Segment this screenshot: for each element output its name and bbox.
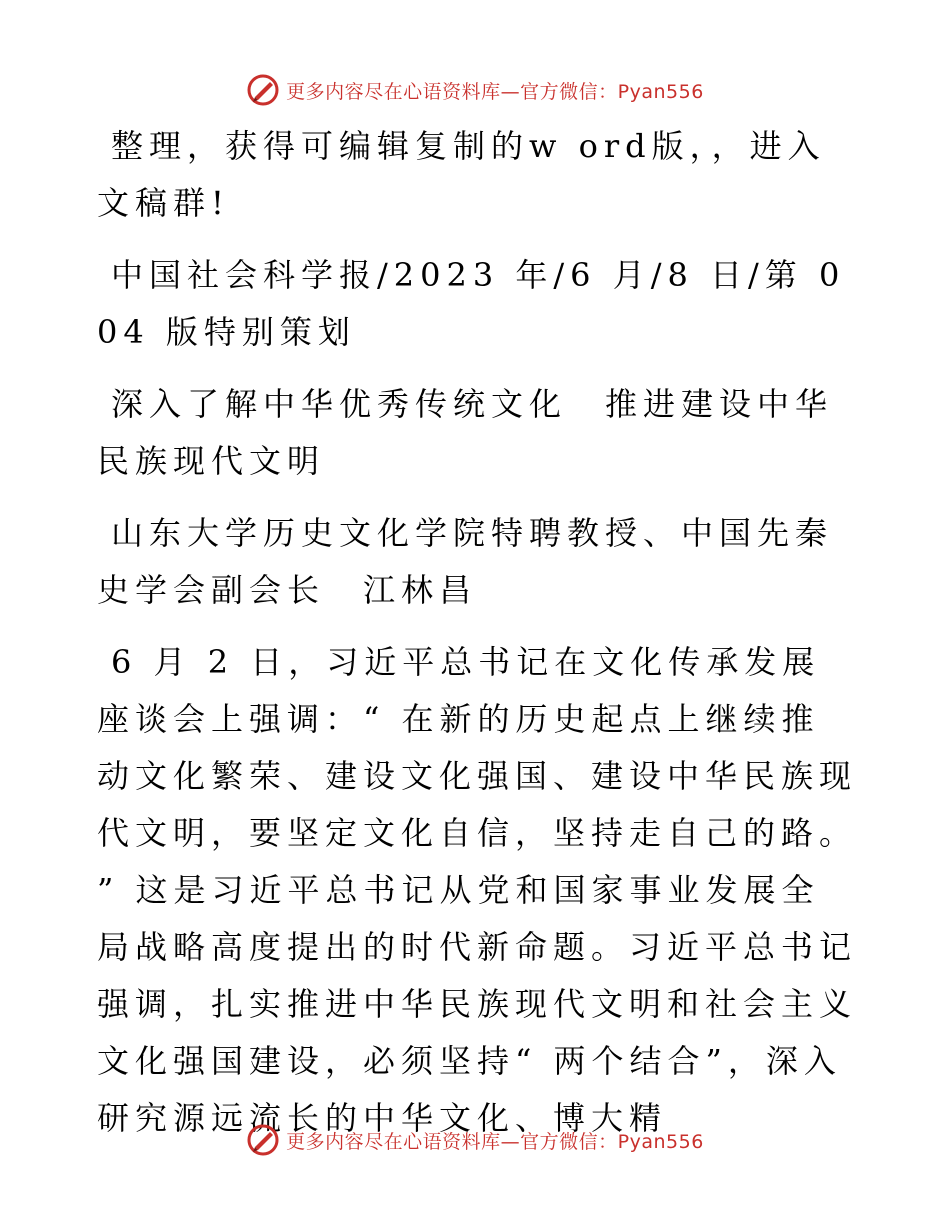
- body-paragraph: 6 月 2 日，习近平总书记在文化传承发展座谈会上强调：“ 在新的历史起点上继续推动文化繁荣、建设文化强国、建设中华民族现代文明，要坚定文化自信，坚持走自己的路。 ” 这是习近平总书记从党和国家事业发展全局战略高度提出的时代新命题。习近平总书记强调，扎实推进中华民族现代文明和社会主义文化强国建设，必须坚持“ 两个结合”，深入研究源远流长的中华文化、博大精: [97, 643, 858, 1137]
- author-line: 山东大学历史文化学院特聘教授、中国先秦史学会副会长 江林昌: [97, 514, 834, 609]
- source-line: 中国社会科学报/2023 年/6 月/8 日/第 004 版特别策划: [97, 256, 846, 351]
- footer-watermark-text: 更多内容尽在心语资料库—官方微信：Pyan556: [286, 1130, 704, 1153]
- header-watermark-banner: [0, 70, 950, 110]
- pen-seal-logo-icon: [246, 1123, 280, 1157]
- footer-watermark-banner: [0, 1120, 950, 1160]
- article-title: 深入了解中华优秀传统文化 推进建设中华民族现代文明: [97, 385, 834, 480]
- document-body: [97, 118, 857, 1162]
- header-watermark-text: 更多内容尽在心语资料库—官方微信：Pyan556: [286, 80, 704, 103]
- pen-seal-logo-icon: [246, 73, 280, 107]
- intro-note: 整理，获得可编辑复制的w ord版，，进入文稿群!: [97, 127, 826, 222]
